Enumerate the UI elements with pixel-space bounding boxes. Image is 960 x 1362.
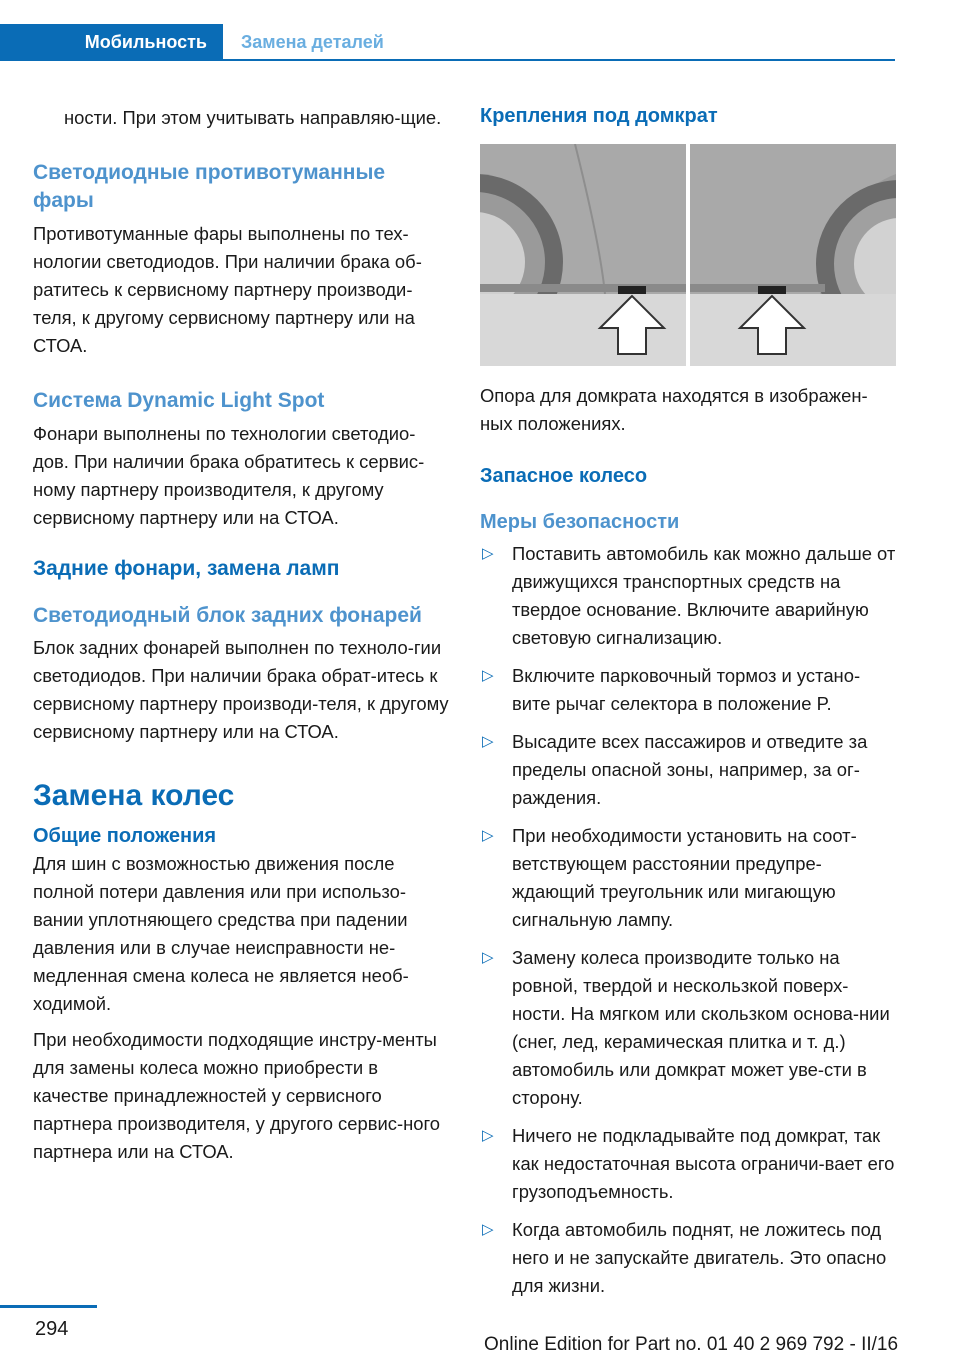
dynamic-light-title: Система Dynamic Light Spot [33,389,325,412]
footer-rule [0,1305,97,1308]
list-item [480,822,896,934]
triangle-bullet-icon: ▷ [482,667,494,684]
spare-wheel-title: Запасное колесо [480,465,648,487]
header-subsection-tab: Замена деталей [241,32,384,52]
led-fog-body: Противотуманные фары выполнены по тех-нологии светодиодов. При наличии брака об-ратитесь к сервисному партнеру производи-теля, к другому сервисному партнеру или на СТОА. [33,223,422,356]
led-fog-title: Светодиодные противотуманные фары [33,161,386,212]
wheels-title: Замена колес [33,779,235,812]
page-number: 294 [35,1318,69,1340]
safety-subtitle: Меры безопасности [480,511,680,533]
wheels-para-2: При необходимости подходящие инстру-менты для замены колеса можно приобрести в качестве принадлежностей у сервисного партнера производителя, у другого сервис-ного партнера или на СТОА. [33,1029,440,1162]
wheels-subtitle: Общие положения [33,825,217,847]
triangle-bullet-icon: ▷ [482,827,494,844]
continued-text: ности. При этом учитывать направляю-щие. [64,107,442,128]
list-item-text: При необходимости установить на соот-ветствующем расстоянии предупре-ждающий треугольник или мигающую сигнальную лампу. [512,825,857,930]
jack-points-title: Крепления под домкрат [480,105,718,127]
list-item-text: Высадите всех пассажиров и отведите за пределы опасной зоны, например, за ог-раждения. [512,731,868,808]
rear-lamps-title: Задние фонари, замена ламп [33,557,340,580]
list-item [480,1122,896,1206]
safety-list [480,540,896,1300]
rear-lamps-subtitle: Светодиодный блок задних фонарей [33,604,422,627]
edition-note: Online Edition for Part no. 01 40 2 969 792 - II/16 [484,1334,899,1355]
list-item [480,540,896,652]
jack-points-illustration [480,144,896,366]
rear-lamps-body: Блок задних фонарей выполнен по техноло-гии светодиодов. При наличии брака обрат-итесь к сервисному партнеру производи-теля, к другому сервисному партнеру или на СТОА. [33,637,449,742]
list-item [480,728,896,812]
list-item [480,944,896,1112]
list-item-text: Включите парковочный тормоз и устано-вите рычаг селектора в положение P. [512,665,861,714]
page-header [0,24,895,61]
triangle-bullet-icon: ▷ [482,949,494,966]
left-column [33,96,451,1166]
wheels-para-1: Для шин с возможностью движения после полной потери давления или при использо-вании уплотняющего средства при падении давления или в случае неисправности не-медленная смена колеса не является необ-ходимой. [33,853,409,1014]
list-item [480,662,896,718]
triangle-bullet-icon: ▷ [482,733,494,750]
list-item-text: Замену колеса производите только на ровной, твердой и нескользкой поверх-ности. На мягком или скользком основа-нии (снег, лед, керамическая плитка и т. д.) автомобиль или домкрат может уве-сти в сторону. [512,947,890,1108]
list-item [480,1216,896,1300]
header-section-tab: Мобильность [0,24,223,61]
jack-points-caption: Опора для домкрата находятся в изображен-ных положениях. [480,385,868,434]
triangle-bullet-icon: ▷ [482,545,494,562]
right-column [480,96,896,1300]
list-item-text: Ничего не подкладывайте под домкрат, так как недостаточная высота ограничи-вает его грузоподъемность. [512,1125,895,1202]
triangle-bullet-icon: ▷ [482,1127,494,1144]
header-rule [223,59,895,61]
dynamic-light-body: Фонари выполнены по технологии светодио-дов. При наличии брака обратитесь к сервис-ному партнеру производителя, к другому сервисному партнеру или на СТОА. [33,423,425,528]
list-item-text: Поставить автомобиль как можно дальше от движущихся транспортных средств на твердое основание. Включите аварийную световую сигнализацию. [512,543,896,648]
triangle-bullet-icon: ▷ [482,1221,494,1238]
list-item-text: Когда автомобиль поднят, не ложитесь под него и не запускайте двигатель. Это опасно для жизни. [512,1219,887,1296]
